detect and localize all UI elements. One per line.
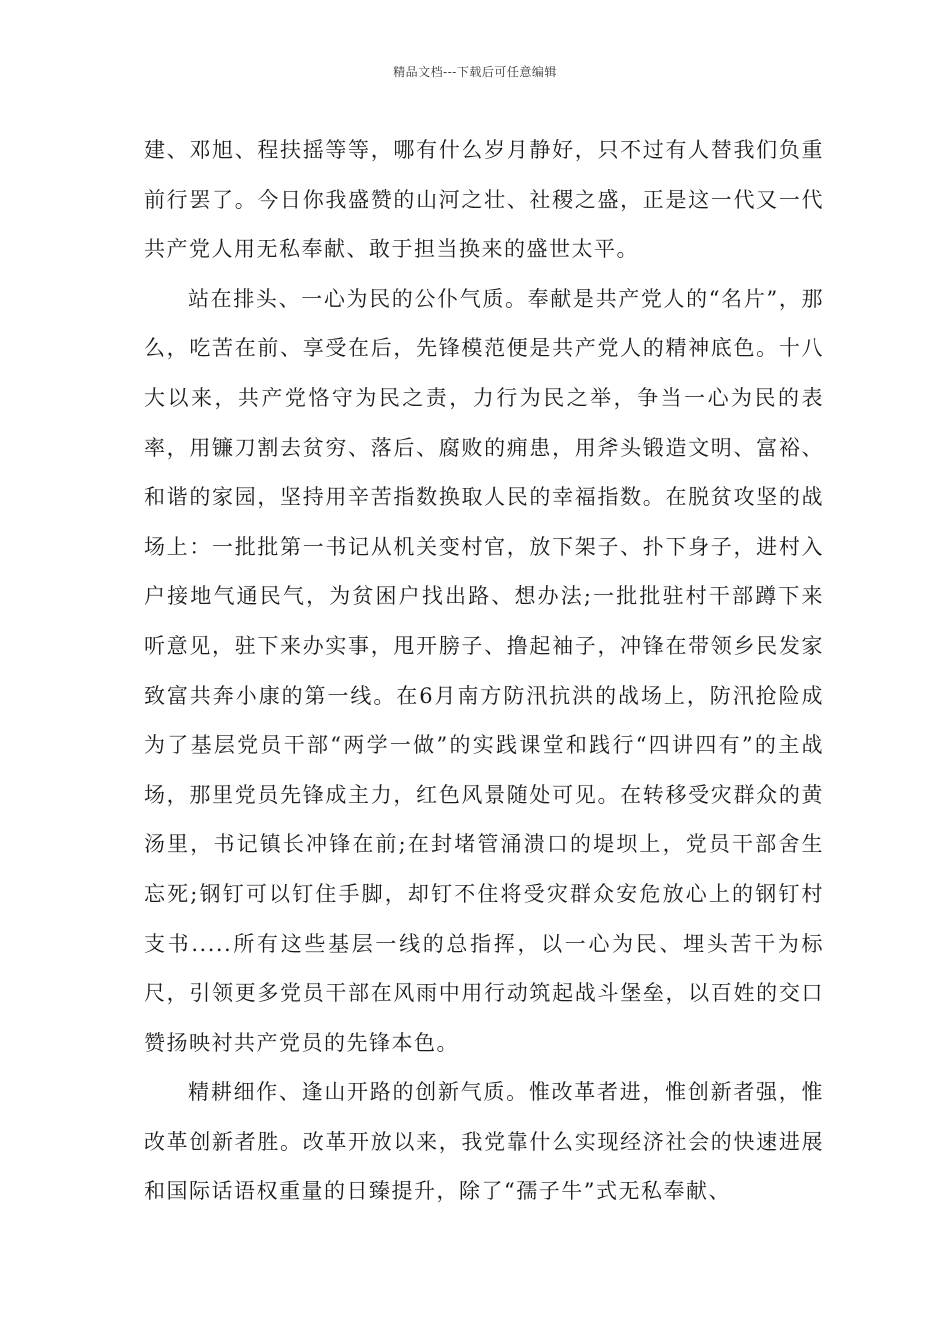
document-body bbox=[144, 126, 824, 1217]
paragraph-2: 站在排头、一心为民的公仆气质。奉献是共产党人的“名片”，那么，吃苦在前、享受在后，先锋模范便是共产党人的精神底色。十八大以来，共产党恪守为民之责，力行为民之举，争当一心为民的表率，用镰刀割去贫穷、落后、腐败的痈患，用斧头锻造文明、富裕、和谐的家园，坚持用辛苦指数换取人民的幸福指数。在脱贫攻坚的战场上：一批批第一书记从机关变村官，放下架子、扑下身子，进村入户接地气通民气，为贫困户找出路、想办法;一批批驻村干部蹲下来听意见，驻下来办实事，甩开膀子、撸起袖子，冲锋在带领乡民发家致富共奔小康的第一线。在6月南方防汛抗洪的战场上，防汛抢险成为了基层党员干部“两学一做”的实践课堂和践行“四讲四有”的主战场，那里党员先锋成主力，红色风景随处可见。在转移受灾群众的黄汤里，书记镇长冲锋在前;在封堵管涌溃口的堤坝上，党员干部舍生忘死;钢钉可以钉住手脚，却钉不住将受灾群众安危放心上的钢钉村支书.....所有这些基层一线的总指挥，以一心为民、埋头苦干为标尺，引领更多党员干部在风雨中用行动筑起战斗堡垒，以百姓的交口赞扬映衬共产党员的先锋本色。 bbox=[144, 286, 824, 1055]
page-header: 精品文档---下载后可任意编辑 bbox=[393, 65, 557, 79]
paragraph-3: 精耕细作、逢山开路的创新气质。惟改革者进，惟创新者强，惟改革创新者胜。改革开放以来，我党靠什么实现经济社会的快速进展和国际话语权重量的日臻提升，除了“孺子牛”式无私奉献、 bbox=[144, 1080, 824, 1204]
paragraph-1: 建、邓旭、程扶摇等等，哪有什么岁月静好，只不过有人替我们负重前行罢了。今日你我盛赞的山河之壮、社稷之盛，正是这一代又一代共产党人用无私奉献、敢于担当换来的盛世太平。 bbox=[144, 138, 824, 262]
